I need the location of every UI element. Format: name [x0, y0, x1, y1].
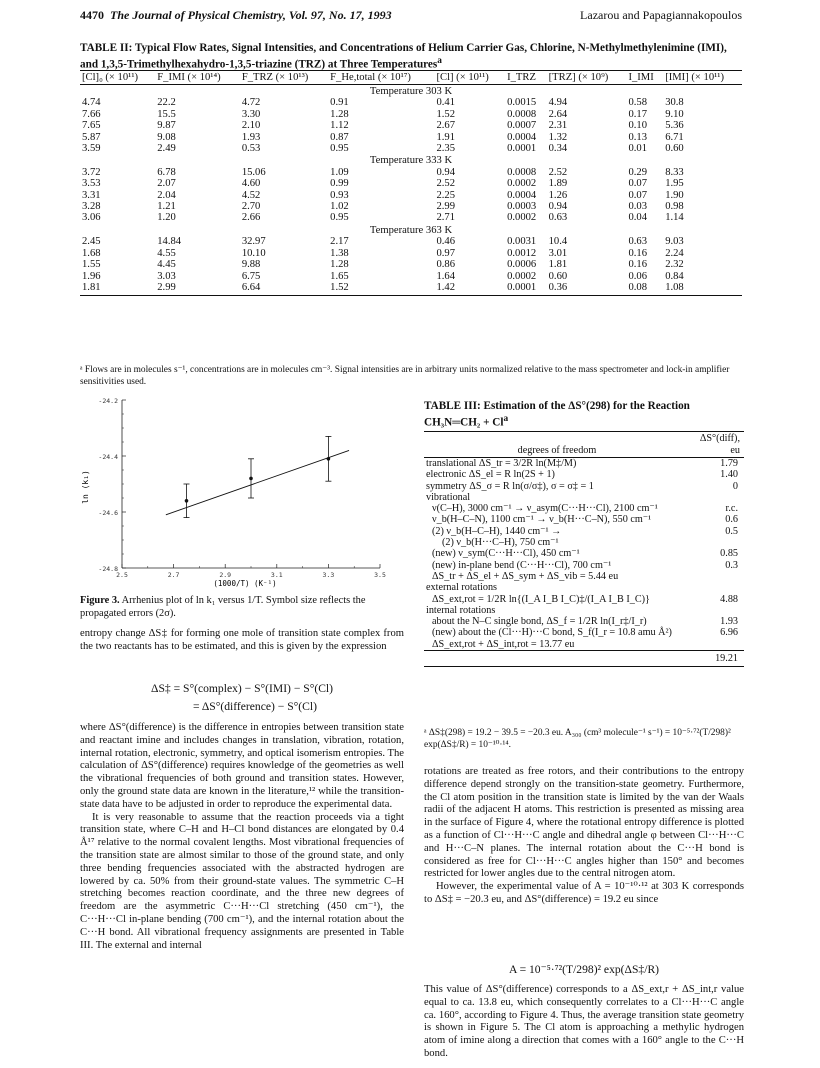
- x-tick-label: 2.5: [116, 571, 128, 579]
- table-cell: 0.93: [330, 189, 349, 201]
- table-cell: 0.84: [665, 270, 684, 282]
- table3: [424, 431, 744, 667]
- table-cell: 1.28: [330, 259, 349, 271]
- table-cell: 2.10: [241, 120, 261, 132]
- entropy-value: 0: [732, 480, 738, 492]
- y-tick-label: -24.2: [98, 397, 118, 405]
- table-cell: 0.0002: [507, 212, 537, 224]
- table-row: [424, 458, 744, 470]
- degree-of-freedom: ΔS_tr + ΔS_el + ΔS_sym + ΔS_vib = 5.44 eu: [432, 570, 619, 582]
- right-column-text-2: [424, 984, 744, 1061]
- temperature-label: Temperature 333 K: [369, 155, 453, 167]
- table-cell: 1.96: [82, 270, 101, 282]
- table-cell: 3.53: [82, 178, 101, 190]
- table-cell: 0.0003: [507, 201, 537, 213]
- table-row: [424, 639, 744, 651]
- table-cell: 1.20: [157, 212, 176, 224]
- table-cell: 1.81: [548, 259, 568, 271]
- table-cell: 2.52: [548, 166, 568, 178]
- table-cell: 0.95: [330, 143, 349, 155]
- table-cell: 2.64: [548, 108, 568, 120]
- table-cell: 0.10: [628, 120, 647, 132]
- table-cell: 32.97: [241, 236, 266, 248]
- table-row: [80, 120, 742, 131]
- table3-total-value: 19.21: [690, 651, 744, 667]
- table-cell: 14.84: [157, 236, 182, 248]
- table-cell: 4.45: [157, 259, 176, 271]
- table-row: [80, 97, 742, 108]
- table3-total-row: [424, 651, 744, 667]
- table-cell: 1.68: [82, 247, 101, 259]
- table-cell: 0.87: [330, 131, 349, 143]
- table-cell: 4.60: [241, 178, 261, 190]
- table-row: [80, 212, 742, 223]
- page-number: 4470: [80, 8, 104, 22]
- entropy-value: 0.5: [725, 525, 738, 537]
- author-names: Lazarou and Papagiannakopoulos: [580, 8, 742, 22]
- entropy-value: [690, 582, 744, 593]
- table-cell: 8.33: [665, 166, 684, 178]
- y-axis-label: ln (k₁): [81, 470, 90, 504]
- fit-line: [166, 450, 349, 514]
- table-cell: 0.0002: [507, 270, 537, 282]
- entropy-value: 1.79: [720, 458, 738, 469]
- degree-of-freedom: (new) about the (Cl···H)···C bond, S_f(I_r = 10.8 amu Å²): [432, 627, 672, 639]
- table-row: [80, 282, 742, 296]
- entropy-value: [690, 605, 744, 616]
- paragraph: rotations are treated as free rotors, and their contributions to the entropy difference depend strongly on the transition-state geometry. Furthermore, the Cl atom position in the transition state is limited by the van der Waals radii of the adjacent H atoms. This restriction is presented as missing area in the surface of Figure 4, where the rotational entropy difference is plotted as a function of Cl···H···C angle and dihedral angle φ between Cl···H···C and H···C–N planes. The internal rotation about the C···H bond is considered as free for Cl···H···C angles higher than 150° and becomes restricted for lower angles due to the central nitrogen atom.: [424, 766, 744, 880]
- degree-of-freedom: about the N–C single bond, ΔS_f = 1/2R ln(I_r‡/I_r): [432, 616, 647, 628]
- table-cell: 0.94: [436, 166, 456, 178]
- table2-col-header: [Cl]₀ (× 10¹¹): [80, 71, 155, 85]
- data-point: [249, 477, 253, 481]
- table-cell: 2.99: [155, 282, 240, 296]
- table-cell: 2.67: [436, 120, 456, 132]
- table-cell: 0.0008: [507, 108, 537, 120]
- table-cell: 0.13: [628, 131, 647, 143]
- entropy-value: [690, 537, 744, 548]
- table-cell: 0.41: [436, 97, 456, 109]
- table-cell: 10.10: [241, 247, 266, 259]
- table-cell: 1.91: [436, 131, 456, 143]
- degree-of-freedom: (2) ν_b(H···C–H), 750 cm⁻¹: [442, 537, 559, 549]
- table-cell: 0.86: [436, 259, 456, 271]
- table-cell: 0.07: [628, 178, 647, 190]
- y-tick-label: -24.6: [98, 509, 118, 517]
- table-cell: 0.0006: [507, 259, 537, 271]
- table-cell: 1.90: [665, 189, 684, 201]
- degree-of-freedom: vibrational: [426, 491, 471, 503]
- table-cell: 0.36: [547, 282, 627, 296]
- table-cell: 2.45: [82, 236, 101, 248]
- table-cell: 1.42: [434, 282, 505, 296]
- paragraph: It is very reasonable to assume that the reaction proceeds via a tight transition state, where C–H and H–Cl bond distances are elongated by 0.4 Å¹⁷ relative to the normal covalent lengths. Most vibrational frequencies of the transition state are almost similar to those of the ground state, and only three bending frequencies associated with the abstracted hydrogen are lowered by ca. 50% from their ground-state values. The symmetric C–H stretching becomes reaction coordinate, and the three new degrees of freedom are the asymmetric C···H···Cl stretching (450 cm⁻¹), the C···H···Cl in-plane bending (700 cm⁻¹), and the internal rotation about the C···H bond. All vibrational frequency assignments are presented in Table III. The external and internal: [80, 811, 404, 951]
- paragraph: However, the experimental value of A = 10⁻¹⁰·¹² at 303 K corresponds to ΔS‡ = −20.3 eu, and ΔS°(difference) = 19.2 eu since: [424, 881, 744, 905]
- table2-col-header: I_TRZ: [505, 71, 547, 85]
- table-row: [80, 259, 742, 270]
- table-cell: 2.52: [436, 178, 456, 190]
- table-cell: 6.75: [241, 270, 261, 282]
- table-cell: 1.14: [665, 212, 684, 224]
- table-row: [424, 481, 744, 492]
- table-cell: 9.08: [157, 131, 176, 143]
- table-cell: 2.07: [157, 178, 176, 190]
- equation-3: A = 10⁻⁵·⁷²(T/298)² exp(ΔS‡/R): [508, 963, 660, 976]
- journal-name: The Journal of Physical Chemistry, Vol. 97, No. 17, 1993: [110, 8, 392, 22]
- table2-col-header: I_IMI: [626, 71, 663, 85]
- table-cell: 0.0002: [507, 178, 537, 190]
- table-cell: 0.06: [628, 270, 647, 282]
- table-cell: 1.93: [241, 131, 261, 143]
- figure3-caption: Figure 3. Arrhenius plot of ln k₁ versus 1/T. Symbol size reflects the propagated errors (2σ).: [80, 595, 366, 619]
- table-row: [424, 594, 744, 605]
- y-tick-label: -24.4: [98, 453, 118, 461]
- table-cell: 0.16: [628, 247, 647, 259]
- table3-header-row: [424, 432, 744, 458]
- table-cell: 9.88: [241, 259, 261, 271]
- table-cell: 1.95: [665, 178, 684, 190]
- table2: [80, 70, 742, 296]
- table-cell: 3.30: [241, 108, 261, 120]
- degree-of-freedom: ν(C–H), 3000 cm⁻¹ → ν_asym(C···H···Cl), 2100 cm⁻¹: [432, 503, 658, 515]
- table-cell: 7.66: [82, 108, 101, 120]
- degree-of-freedom: internal rotations: [426, 604, 496, 616]
- degree-of-freedom: (new) ν_sym(C···H···Cl), 450 cm⁻¹: [432, 548, 580, 560]
- degree-of-freedom: electronic ΔS_el = R ln(2S + 1): [426, 469, 555, 481]
- entropy-value: r.c.: [725, 503, 738, 515]
- entropy-value: 0.85: [720, 548, 738, 560]
- table-cell: 0.0031: [507, 236, 537, 248]
- table-row: [80, 236, 742, 247]
- table2-col-header: [IMI] (× 10¹¹): [663, 71, 742, 85]
- table2-header-row: [80, 71, 742, 85]
- table-row: [80, 271, 742, 282]
- table-cell: 0.91: [330, 97, 349, 109]
- table-cell: 3.31: [82, 189, 101, 201]
- table-cell: 1.55: [82, 259, 101, 271]
- table-cell: 0.29: [628, 166, 647, 178]
- table-row: [80, 143, 742, 154]
- table-cell: 2.32: [665, 259, 684, 271]
- equation-1: ΔS‡ = S°(complex) − S°(IMI) − S°(Cl): [150, 682, 334, 695]
- table-cell: 1.38: [330, 247, 349, 259]
- table-cell: 4.94: [548, 97, 568, 109]
- entropy-value: 6.96: [720, 627, 738, 639]
- table-cell: 1.52: [328, 282, 434, 296]
- table-cell: 1.26: [548, 189, 568, 201]
- table-cell: 0.60: [665, 143, 684, 155]
- table-row: [80, 201, 742, 212]
- figure3-arrhenius-plot: [80, 392, 400, 592]
- table-cell: 0.0004: [507, 189, 537, 201]
- table-row: [80, 132, 742, 143]
- table2-footnote: ᵃ Flows are in molecules s⁻¹, concentrations are in molecules cm⁻³. Signal intensities are in arbitrary units normalized relative to the mass spectrometer and lock-in amplifier sensitivities used.: [80, 365, 730, 387]
- degree-of-freedom: (2) ν_b(H–C–H), 1440 cm⁻¹ →: [432, 525, 562, 537]
- table-cell: 0.53: [241, 143, 261, 155]
- left-column-text: [80, 628, 404, 654]
- paragraph: where ΔS°(difference) is the difference in entropies between transition state and reactant imine and includes changes in translation, vibration, rotation, internal rotation, electronic, symmetry, and optical isomerism entropies. The calculation of ΔS°(difference) requires knowledge of the geometries as well the vibrational frequencies of both ground and transition states. However, only the ground state data are known in the literature,¹² while the transition-state data have to be adjusted in order to reproduce the experimental data.: [80, 722, 404, 810]
- table3-col-diff: ΔS°(diff), eu: [690, 432, 744, 458]
- table2-temperature-row: [80, 224, 742, 236]
- table-row: [424, 514, 744, 525]
- table2-col-header: F_IMI (× 10¹⁴): [155, 71, 240, 85]
- degree-of-freedom: (new) in-plane bend (C···H···Cl), 700 cm⁻¹: [432, 559, 612, 571]
- temperature-label: Temperature 303 K: [369, 86, 453, 97]
- entropy-value: 0.3: [725, 559, 738, 571]
- table-cell: 9.87: [157, 120, 176, 132]
- table-cell: 3.59: [82, 143, 101, 155]
- x-tick-label: 3.3: [322, 571, 335, 579]
- table-cell: 0.0015: [507, 97, 537, 109]
- table-cell: 0.60: [548, 270, 568, 282]
- table-cell: 1.65: [330, 270, 349, 282]
- table-cell: 0.01: [628, 143, 647, 155]
- table-cell: 0.63: [628, 236, 647, 248]
- table-row: [80, 178, 742, 189]
- table3-caption: TABLE III: Estimation of the ΔS°(298) for the Reaction CH₃N═CH₂ + $Cl^a$: [424, 400, 690, 429]
- table-cell: 0.07: [628, 189, 647, 201]
- table-row: [424, 605, 744, 616]
- degree-of-freedom: symmetry ΔS_σ = R ln(σ/σ‡), σ = σ‡ = 1: [426, 480, 594, 492]
- table-row: [80, 190, 742, 201]
- table-cell: 4.55: [157, 247, 176, 259]
- table-cell: 0.95: [330, 212, 349, 224]
- entropy-value: [690, 639, 744, 651]
- table-cell: 0.04: [628, 212, 647, 224]
- table-cell: 0.08: [626, 282, 663, 296]
- x-axis-label: (1000/T) (K⁻¹): [213, 579, 277, 588]
- data-point: [185, 499, 189, 503]
- table-cell: 15.06: [241, 166, 266, 178]
- table-row: [424, 560, 744, 571]
- table-row: [424, 548, 744, 559]
- table-row: [80, 109, 742, 120]
- table-cell: 2.25: [436, 189, 456, 201]
- table-cell: 9.03: [665, 236, 684, 248]
- table-row: [424, 492, 744, 503]
- table-row: [80, 248, 742, 259]
- table-cell: 6.71: [665, 131, 684, 143]
- table-cell: 0.0001: [505, 282, 547, 296]
- table-row: [424, 526, 744, 537]
- table-cell: 1.02: [330, 201, 349, 213]
- table-cell: 4.72: [241, 97, 261, 109]
- table2-col-header: [Cl] (× 10¹¹): [434, 71, 505, 85]
- table-cell: 1.89: [548, 178, 568, 190]
- temperature-label: Temperature 363 K: [369, 224, 453, 236]
- table-cell: 0.0001: [507, 143, 537, 155]
- degree-of-freedom: external rotations: [426, 582, 498, 594]
- table2-caption: TABLE II: Typical Flow Rates, Signal Intensities, and Concentrations of Helium Carrier Gas, Chlorine, N-Methylmethylenimine (IMI), and 1,3,5-Trimethylhexahydro-1,3,5-triazine (TRZ) at Three Temperatures$^a$: [80, 42, 727, 71]
- paragraph: This value of ΔS°(difference) corresponds to a ΔS_ext,r + ΔS_int,r value equal to ca. 13.8 eu, which consequently correlates to a Cl···H···C angle ca. 160°, according to Figure 4. Thus, the average transition state geometry is shown in Figure 5. The Cl atom is approaching a methylic hydrogen atom of imine along a direction that comes with a 160° angle to the C···H bond.: [424, 984, 744, 1059]
- table-cell: 0.34: [548, 143, 568, 155]
- table-cell: 22.2: [157, 97, 176, 109]
- degree-of-freedom: ν_b(H–C–N), 1100 cm⁻¹ → ν_b(H···C–N), 550 cm⁻¹: [432, 514, 652, 526]
- table-cell: 3.01: [548, 247, 568, 259]
- entropy-value: 4.88: [720, 593, 738, 605]
- table-cell: 3.72: [82, 166, 101, 178]
- table-cell: 1.28: [330, 108, 349, 120]
- entropy-value: 0.6: [725, 514, 738, 526]
- table2-temperature-row: [80, 154, 742, 166]
- table-cell: 3.06: [82, 212, 101, 224]
- table-cell: 6.64: [240, 282, 328, 296]
- table-cell: 0.16: [628, 259, 647, 271]
- table-cell: 0.0008: [507, 166, 537, 178]
- paragraph: entropy change ΔS‡ for forming one mole of transition state complex from the two reactants has to be estimated, and this is given by the expression: [80, 628, 404, 652]
- table-cell: 6.78: [157, 166, 176, 178]
- degree-of-freedom: ΔS_ext,rot = 1/2R ln{(I_A I_B I_C)‡/(I_A I_B I_C)}: [432, 593, 650, 605]
- table-row: [424, 503, 744, 514]
- table-cell: 2.71: [436, 212, 456, 224]
- table-cell: 1.08: [663, 282, 742, 296]
- y-tick-label: -24.8: [98, 565, 118, 573]
- table3-col-degrees: degrees of freedom: [424, 432, 690, 458]
- x-tick-label: 2.7: [167, 571, 180, 579]
- table-cell: 0.98: [665, 201, 684, 213]
- table-cell: 1.64: [436, 270, 456, 282]
- table-cell: 15.5: [157, 108, 176, 120]
- table-cell: 0.0007: [507, 120, 537, 132]
- table-cell: 2.04: [157, 189, 176, 201]
- table-cell: 2.49: [157, 143, 176, 155]
- left-column-text-2: [80, 722, 404, 952]
- table-cell: 0.0012: [507, 247, 537, 259]
- table-cell: 1.32: [548, 131, 568, 143]
- table-cell: 0.99: [330, 178, 349, 190]
- table-cell: 0.17: [628, 108, 647, 120]
- x-tick-label: 2.9: [219, 571, 232, 579]
- table-cell: 0.03: [628, 201, 647, 213]
- entropy-value: 1.93: [720, 616, 738, 628]
- table-cell: 0.0004: [507, 131, 537, 143]
- table-cell: 3.28: [82, 201, 101, 213]
- entropy-value: [690, 571, 744, 582]
- table-row: [424, 537, 744, 548]
- table-cell: 5.87: [82, 131, 101, 143]
- table-row: [424, 571, 744, 582]
- table-cell: 3.03: [157, 270, 176, 282]
- table-cell: 30.8: [665, 97, 684, 109]
- x-tick-label: 3.1: [270, 571, 283, 579]
- table-cell: 2.99: [436, 201, 456, 213]
- table2-col-header: F_TRZ (× 10¹³): [240, 71, 328, 85]
- entropy-value: [690, 492, 744, 503]
- table-cell: 0.58: [628, 97, 647, 109]
- table-cell: 7.65: [82, 120, 101, 132]
- table-cell: 5.36: [665, 120, 684, 132]
- table-row: [424, 616, 744, 627]
- table-cell: 0.63: [548, 212, 568, 224]
- table-row: [424, 582, 744, 593]
- table-cell: 1.81: [80, 282, 155, 296]
- table-cell: 1.21: [157, 201, 176, 213]
- table-cell: 4.74: [82, 97, 101, 109]
- table-cell: 1.09: [330, 166, 349, 178]
- table-cell: 10.4: [548, 236, 568, 248]
- degree-of-freedom: ΔS_ext,rot + ΔS_int,rot = 13.77 eu: [432, 638, 575, 650]
- table-cell: 0.46: [436, 236, 456, 248]
- right-column-text: [424, 766, 744, 907]
- table-cell: 1.52: [436, 108, 456, 120]
- table-row: [424, 469, 744, 480]
- table-cell: 2.17: [330, 236, 349, 248]
- table-row: [80, 167, 742, 178]
- table-cell: 2.24: [665, 247, 684, 259]
- table3-total-label: [424, 651, 690, 667]
- data-point: [327, 457, 331, 461]
- table2-col-header: F_He,total (× 10¹⁷): [328, 71, 434, 85]
- degree-of-freedom: translational ΔS_tr = 3/2R ln(M‡/M): [426, 458, 577, 469]
- table-row: [424, 627, 744, 638]
- equation-2: = ΔS°(difference) − S°(Cl): [193, 700, 317, 713]
- table-cell: 9.10: [665, 108, 684, 120]
- table-cell: 2.31: [548, 120, 568, 132]
- table-cell: 2.66: [241, 212, 261, 224]
- entropy-value: 1.40: [720, 469, 738, 481]
- table-cell: 0.97: [436, 247, 456, 259]
- x-tick-label: 3.5: [374, 571, 386, 579]
- table-cell: 0.94: [548, 201, 568, 213]
- table2-col-header: [TRZ] (× 10⁹): [547, 71, 627, 85]
- table-cell: 2.35: [436, 143, 456, 155]
- table2-temperature-row: [80, 85, 742, 98]
- table-cell: 4.52: [241, 189, 261, 201]
- table-cell: 1.12: [330, 120, 349, 132]
- table-cell: 2.70: [241, 201, 261, 213]
- table3-footnote: ᵃ ΔS‡(298) = 19.2 − 39.5 = −20.3 eu. A₃₀₀ (cm³ molecule⁻¹ s⁻¹) = 10⁻⁵·⁷²(T/298)² exp(ΔS‡/R) = 10⁻¹⁰·¹⁴.: [424, 728, 731, 750]
